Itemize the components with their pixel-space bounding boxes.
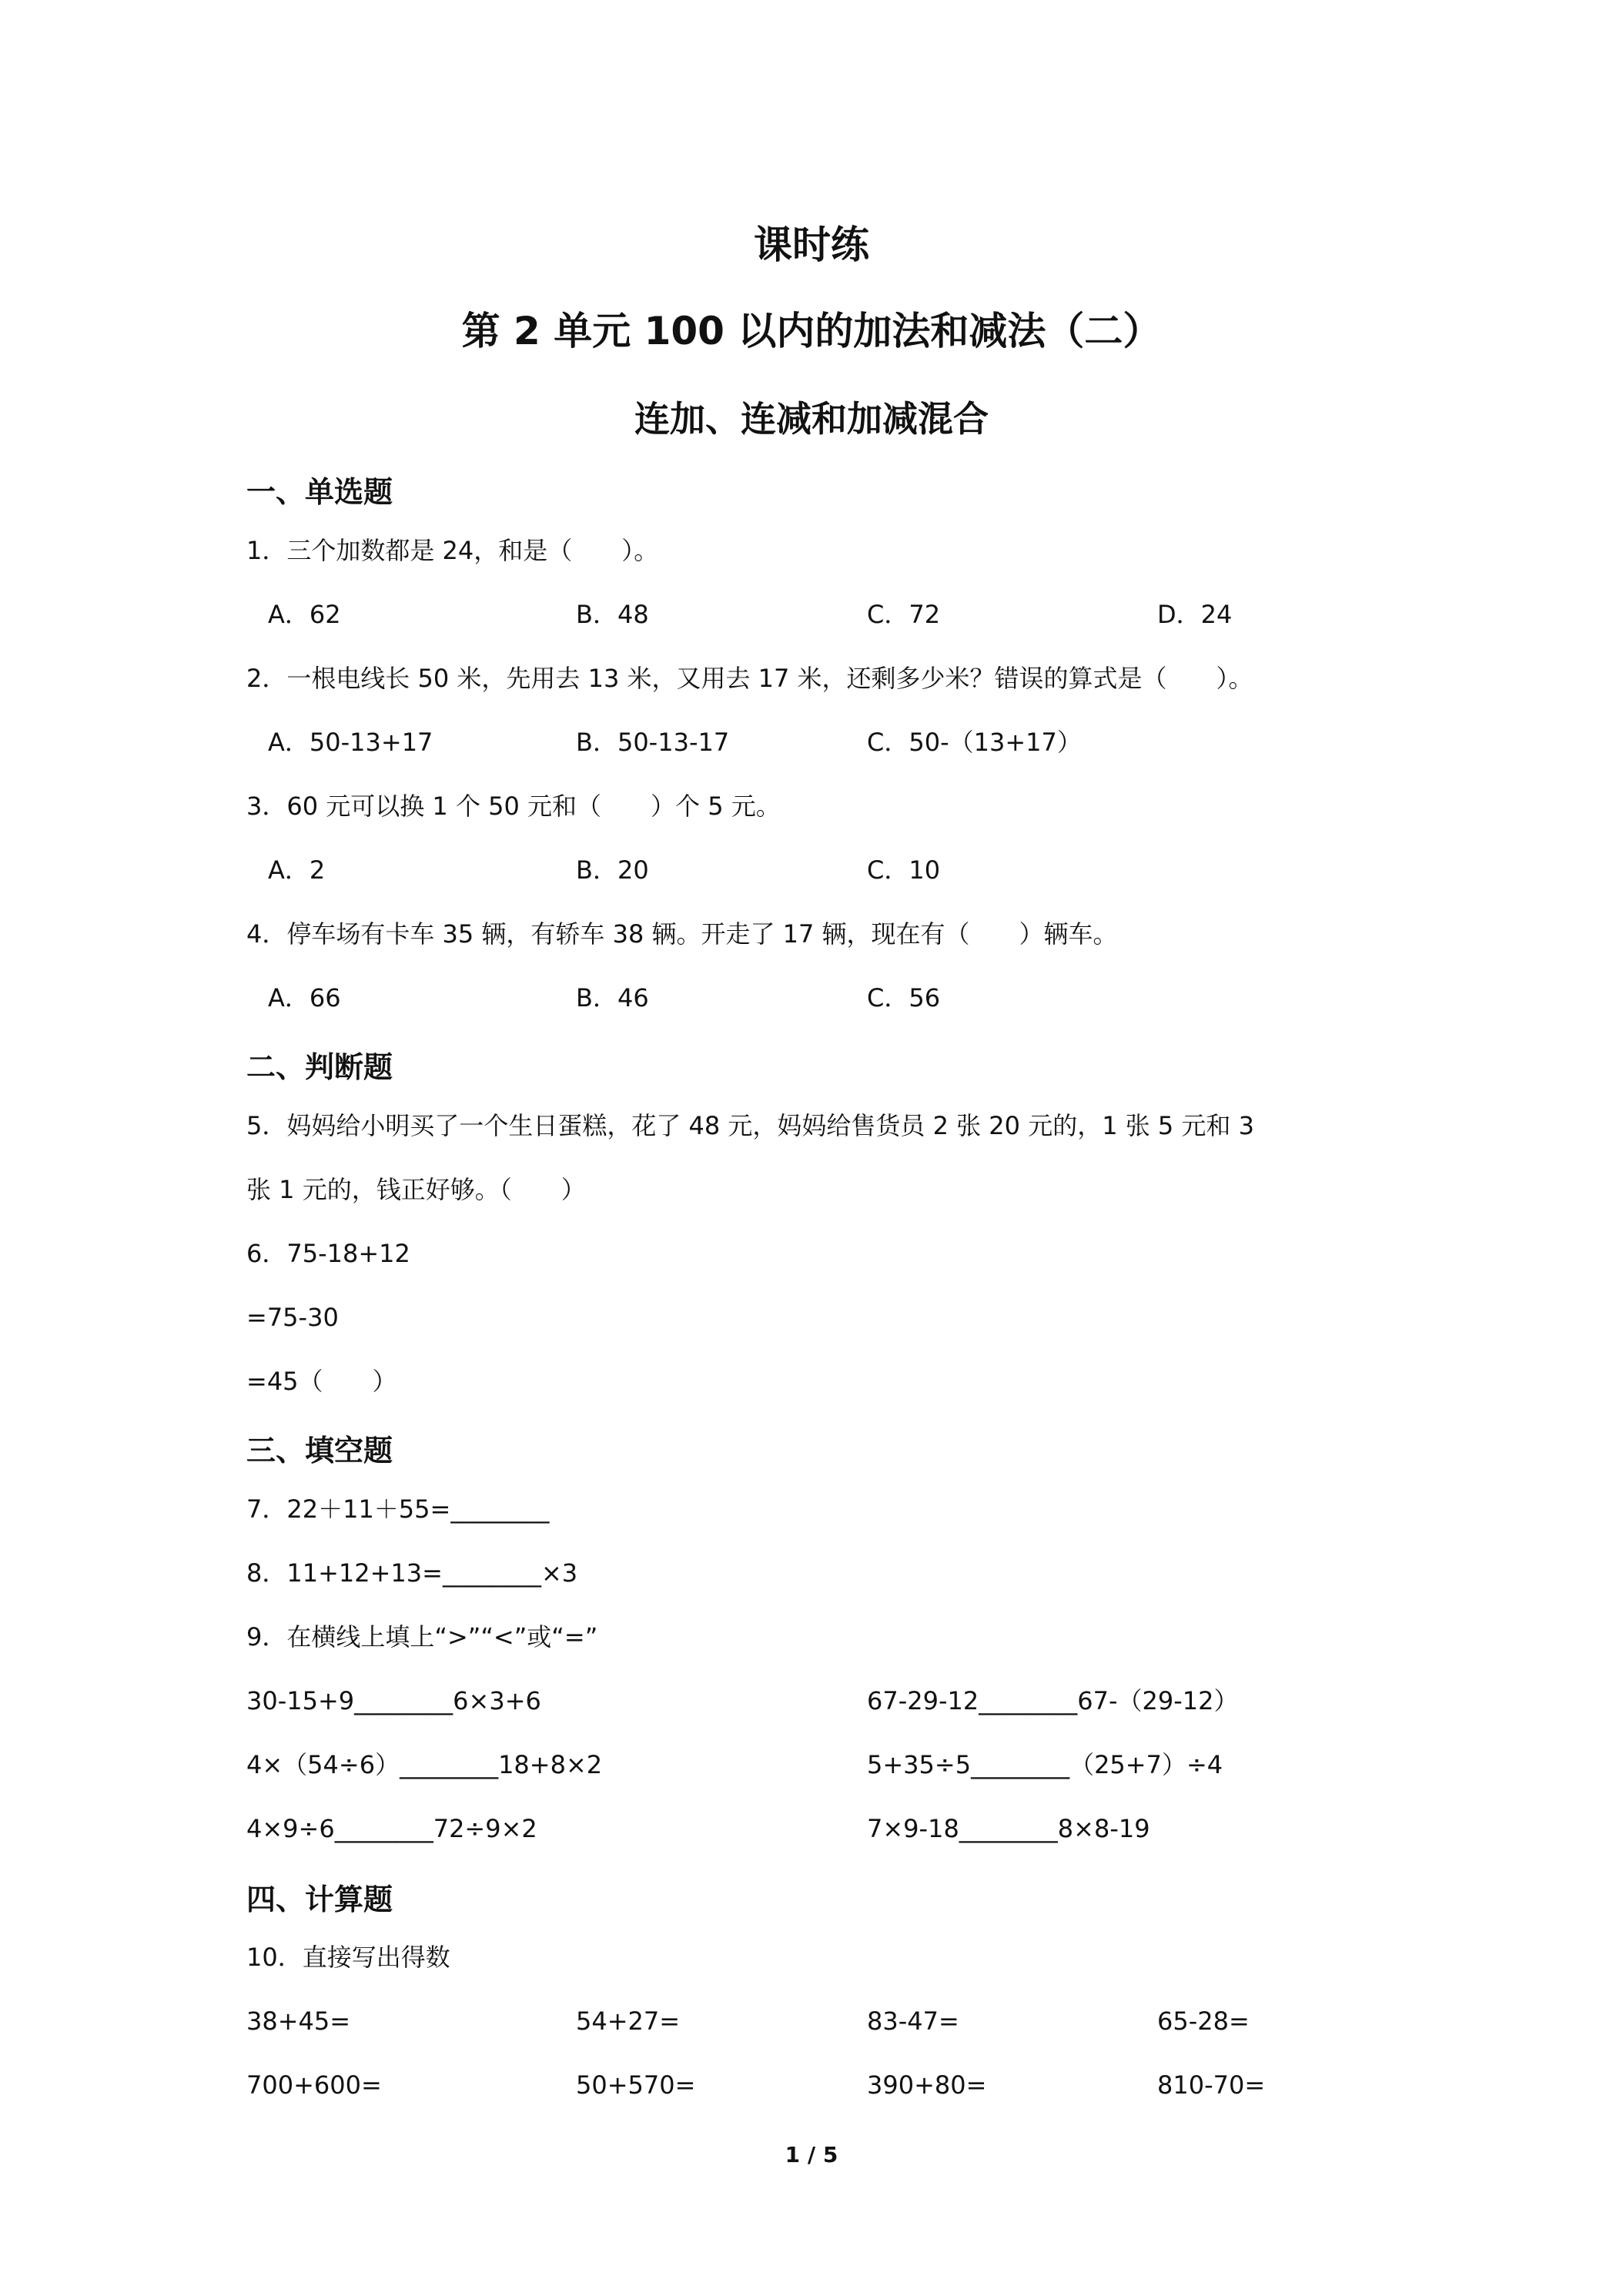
question-6-line-2: =75-30 [246,1303,339,1332]
question-4-option-c: C．56 [867,983,941,1012]
section-heading-calculation: 四、计算题 [246,1883,393,1916]
question-2-option-c: C．50-（13+17） [867,728,1082,757]
question-9-item-5: 4×9÷6________72÷9×2 [246,1814,537,1843]
question-7: 7．22＋11＋55=________ [246,1494,550,1524]
question-2-option-a: A．50-13+17 [268,728,433,757]
question-10-item-4: 65-28= [1157,2006,1250,2036]
question-1-option-b: B．48 [576,600,649,629]
question-10-item-1: 38+45= [246,2006,351,2036]
question-9-item-1: 30-15+9________6×3+6 [246,1686,541,1715]
unit-title: 第 2 单元 100 以内的加法和减法（二） [461,309,1162,353]
question-2-stem: 2．一根电线长 50 米，先用去 13 米，又用去 17 米，还剩多少米？错误的算式是（ ）。 [246,664,1253,693]
question-9-item-3: 4×（54÷6）________18+8×2 [246,1750,603,1779]
question-6-line-1: 6．75-18+12 [246,1239,410,1268]
question-1-option-d: D．24 [1157,600,1233,629]
question-1-stem: 1．三个加数都是 24，和是（ ）。 [246,536,659,565]
question-2-option-b: B．50-13-17 [576,728,730,757]
question-5-line-1: 5．妈妈给小明买了一个生日蛋糕，花了 48 元，妈妈给售货员 2 张 20 元的，1 张 5 元和 3 [246,1111,1254,1140]
question-9-item-2: 67-29-12________67-（29-12） [867,1686,1239,1715]
question-9-stem: 9．在横线上填上“>”“<”或“=” [246,1622,598,1652]
question-5-line-2: 张 1 元的，钱正好够。（ ） [246,1175,586,1204]
section-heading-single-choice: 一、单选题 [246,475,393,509]
question-1-option-a: A．62 [268,600,341,629]
question-8: 8．11+12+13=________×3 [246,1558,578,1588]
question-10-item-8: 810-70= [1157,2070,1266,2100]
worksheet-title: 课时练 [754,223,869,267]
page-number: 1 / 5 [785,2142,838,2167]
question-3-option-a: A．2 [268,855,326,885]
section-heading-fill-blank: 三、填空题 [246,1434,393,1468]
question-10-item-5: 700+600= [246,2070,382,2100]
question-3-option-c: C．10 [867,855,941,885]
question-4-option-a: A．66 [268,983,341,1012]
question-3-stem: 3．60 元可以换 1 个 50 元和（ ）个 5 元。 [246,792,781,821]
question-10-item-2: 54+27= [576,2006,681,2036]
question-10-item-6: 50+570= [576,2070,696,2100]
question-6-line-3: =45（ ） [246,1367,397,1396]
question-10-stem: 10．直接写出得数 [246,1943,450,1972]
question-1-option-c: C．72 [867,600,941,629]
section-heading-true-false: 二、判断题 [246,1050,393,1084]
question-4-option-b: B．46 [576,983,649,1012]
lesson-title: 连加、连减和加减混合 [634,398,989,440]
question-4-stem: 4．停车场有卡车 35 辆，有轿车 38 辆。开走了 17 辆，现在有（ ）辆车。 [246,919,1118,949]
question-9-item-4: 5+35÷5________（25+7）÷4 [867,1750,1223,1779]
question-9-item-6: 7×9-18________8×8-19 [867,1814,1150,1843]
question-10-item-3: 83-47= [867,2006,959,2036]
question-10-item-7: 390+80= [867,2070,987,2100]
question-3-option-b: B．20 [576,855,649,885]
